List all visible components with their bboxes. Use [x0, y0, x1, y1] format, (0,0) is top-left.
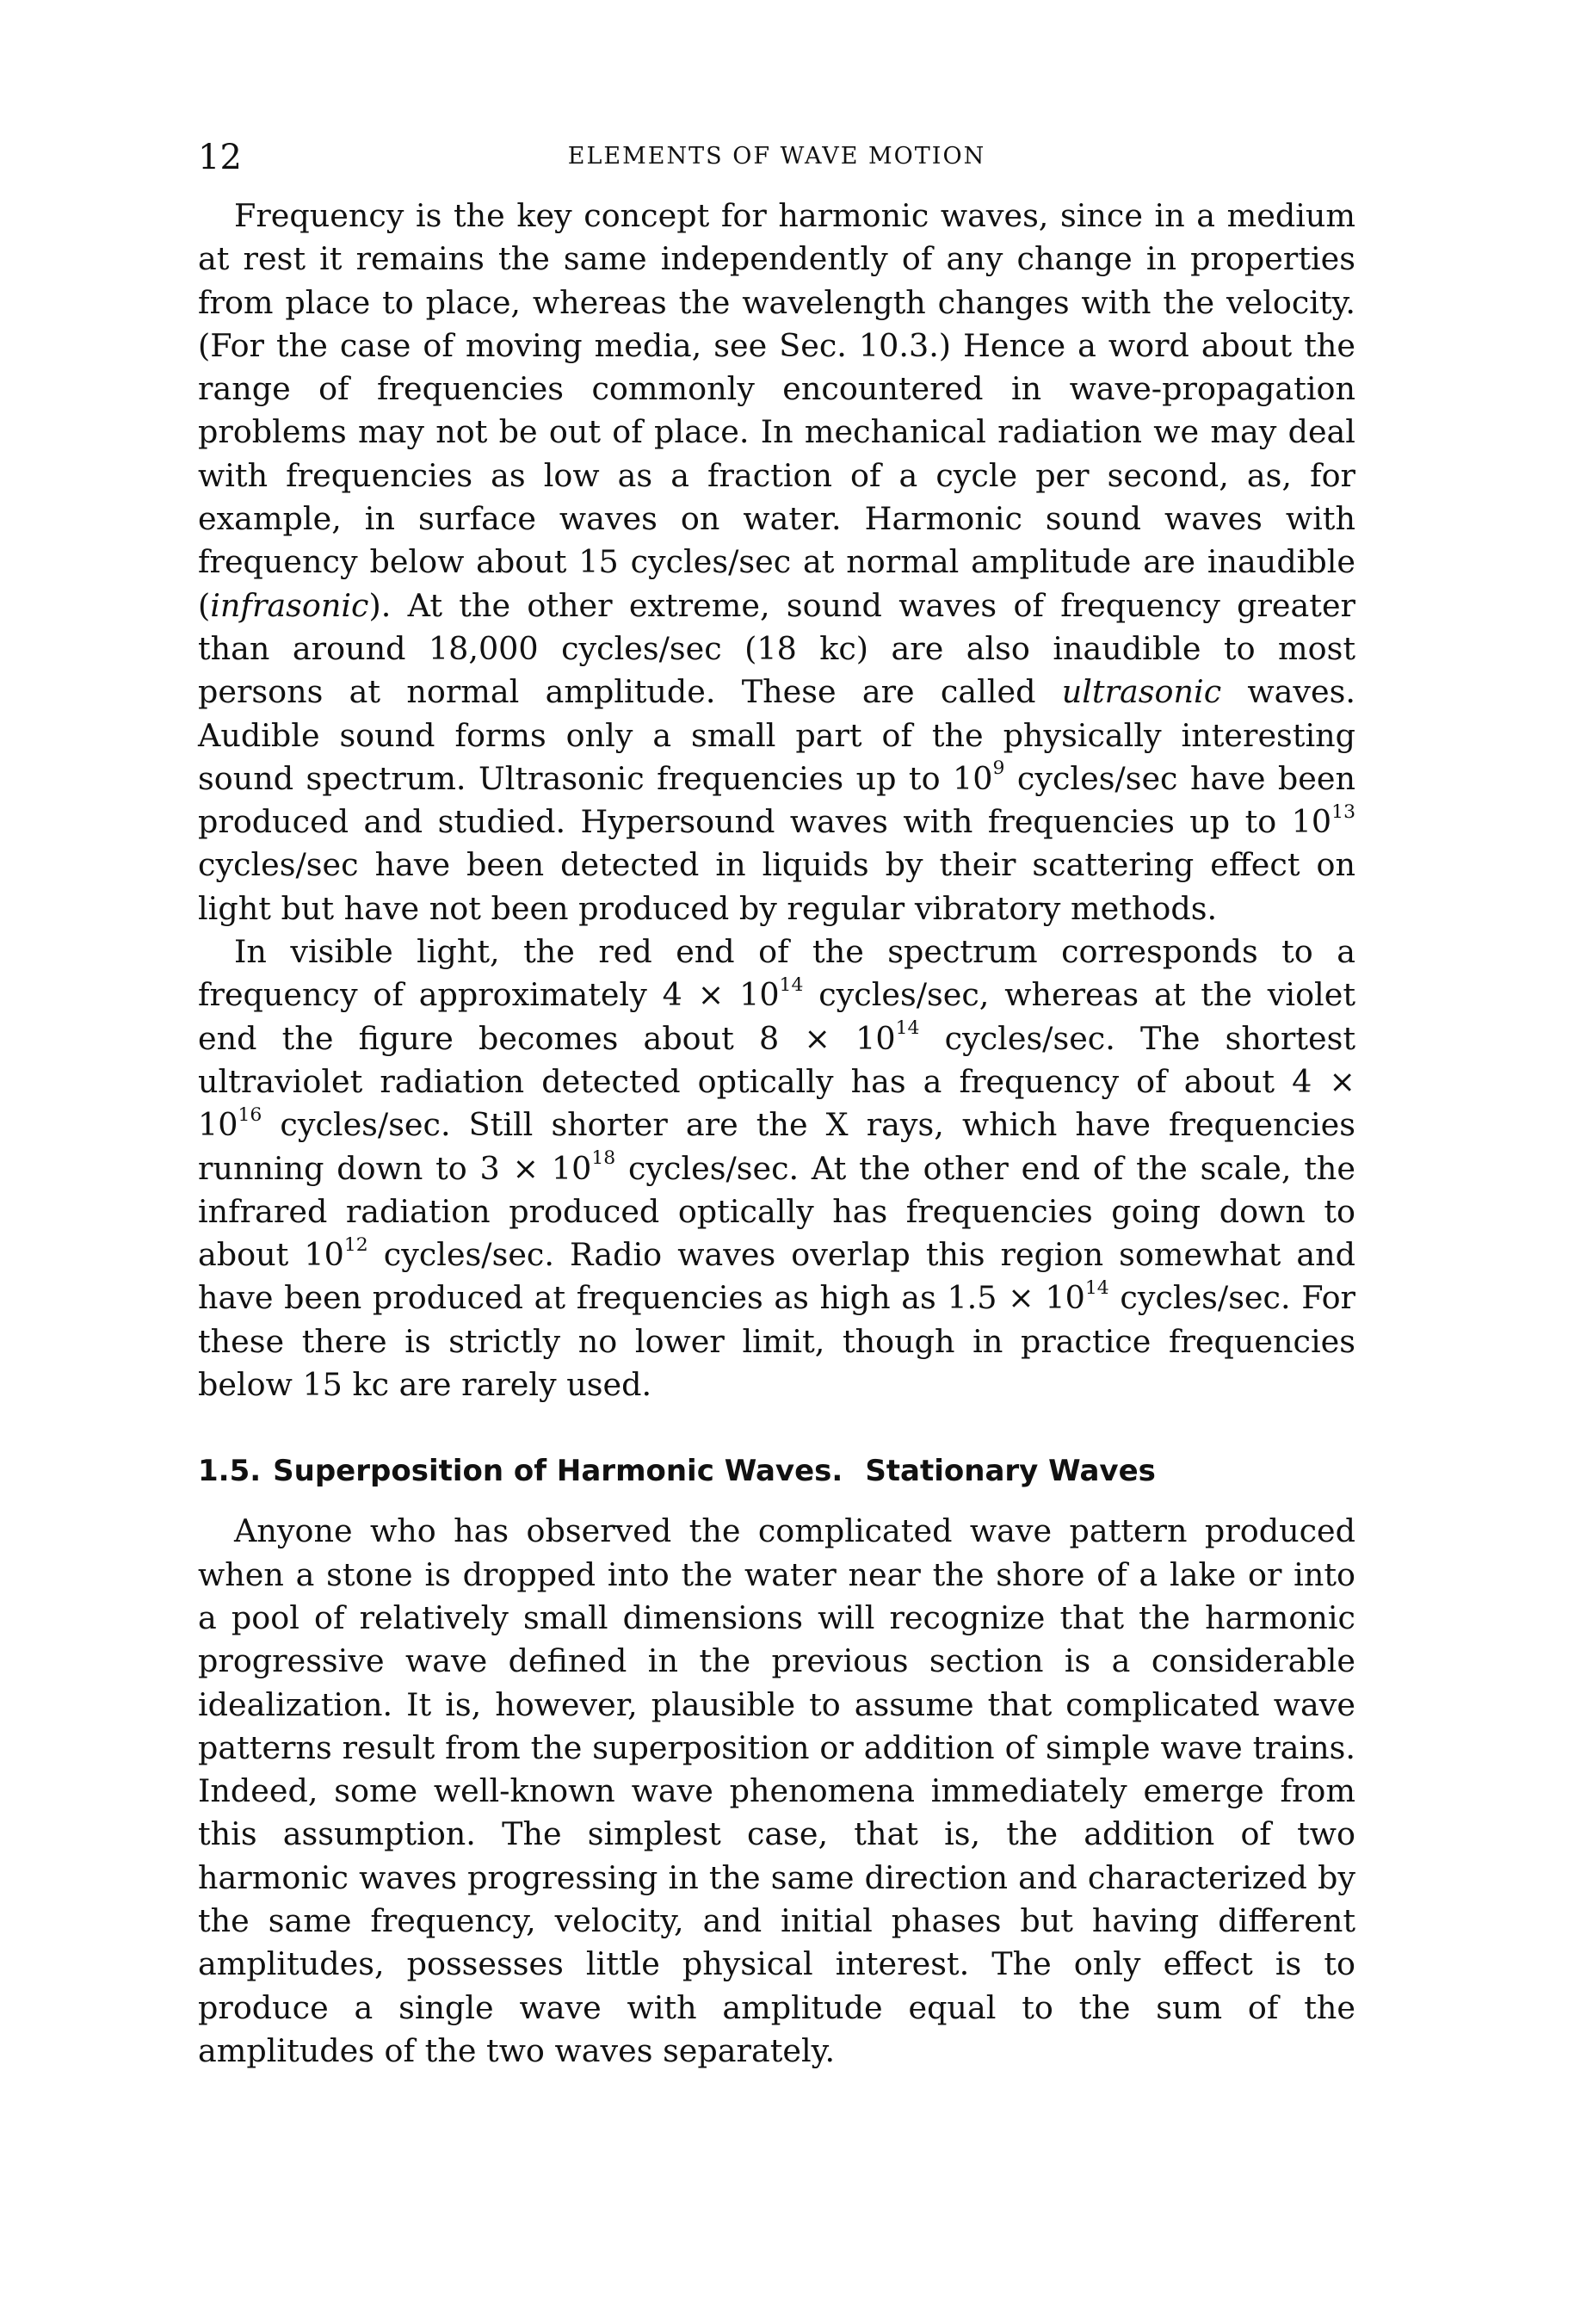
text-run: cycles/sec. Radio waves overlap this region somewhat and have been produced at frequencies as high as 1.5 × 10 [198, 1236, 1356, 1317]
text-run: waves. Audible sound forms only a small part of the physically interesting sound spectrum. Ultrasonic frequencies up to 10 [198, 673, 1355, 797]
italic-term-ultrasonic: ultrasonic [1061, 673, 1222, 711]
text-run: cycles/sec have been produced and studied. Hypersound waves with frequencies up to 10 [198, 759, 1356, 841]
text-run: cycles/sec. Still shorter are the X rays, which have frequencies running down to 3 × 10 [198, 1106, 1355, 1187]
running-head [198, 129, 1355, 181]
book-page [198, 129, 1355, 2073]
text-run: cycles/sec. For these there is strictly no lower limit, though in practice frequencies below 15 kc are rarely used. [198, 1279, 1355, 1404]
exponent: 14 [895, 1017, 920, 1040]
italic-term-infrasonic: infrasonic [210, 586, 369, 624]
section-title: Superposition of Harmonic Waves. [273, 1454, 843, 1489]
section-heading [198, 1449, 1355, 1493]
exponent: 13 [1331, 800, 1355, 823]
text-run: ). At the other extreme, sound waves of frequency greater than around 18,000 cycles/sec (18 kc) are also inaudible to most persons at normal amplitude. These are called [198, 586, 1355, 711]
section-number: 1.5. [198, 1454, 262, 1489]
page-number: 12 [198, 138, 242, 177]
exponent: 9 [992, 757, 1005, 780]
paragraph-frequency-concept [198, 195, 1355, 930]
text-run: Frequency is the key concept for harmonic waves, since in a medium at rest it remains the same independently of any change in properties from place to place, whereas the wavelength changes with the velocity. (For the case of moving media, see Sec. 10.3.) Hence a word about the range of frequencies commonly encountered in wave-propagation problems may not be out of place. In mechanical radiation we may deal with frequencies as low as a fraction of a cycle per second, as, for example, in surface waves on water. Harmonic sound waves with frequency below about 15 cycles/sec at normal amplitude are inaudible ( [198, 197, 1355, 624]
exponent: 16 [238, 1103, 262, 1126]
running-title: ELEMENTS OF WAVE MOTION [567, 143, 986, 170]
text-run: cycles/sec have been detected in liquids by their scattering effect on light but have not been produced by regular vibratory methods. [198, 846, 1355, 927]
text-run: cycles/sec. The shortest ultraviolet radiation detected optically has a frequency of about 4 × 10 [198, 1019, 1355, 1144]
text-run: cycles/sec, whereas at the violet end the figure becomes about 8 × 10 [198, 976, 1355, 1057]
exponent: 14 [1084, 1276, 1109, 1299]
exponent: 18 [591, 1147, 616, 1169]
text-run: In visible light, the red end of the spectrum corresponds to a frequency of approximately 4 × 10 [198, 933, 1355, 1014]
exponent: 12 [343, 1233, 368, 1256]
section-subtitle: Stationary Waves [865, 1454, 1156, 1489]
paragraph-visible-light [198, 930, 1355, 1406]
paragraph-superposition: Anyone who has observed the complicated wave pattern produced when a stone is dropped into the water near the shore of a lake or into a pool of relatively small dimensions will recognize that the harmonic progressive wave defined in the previous section is a considerable idealization. It is, however, plausible to assume that complicated wave patterns result from the superposition or addition of simple wave trains. Indeed, some well-known wave phenomena immediately emerge from this assumption. The simplest case, that is, the addition of two harmonic waves progressing in the same direction and characterized by the same frequency, velocity, and initial phases but having different amplitudes, possesses little physical interest. The only effect is to produce a single wave with amplitude equal to the sum of the amplitudes of the two waves separately. [198, 1512, 1355, 2069]
text-run: cycles/sec. At the other end of the scale, the infrared radiation produced optically has frequencies going down to about 10 [198, 1149, 1355, 1274]
exponent: 14 [779, 973, 804, 996]
